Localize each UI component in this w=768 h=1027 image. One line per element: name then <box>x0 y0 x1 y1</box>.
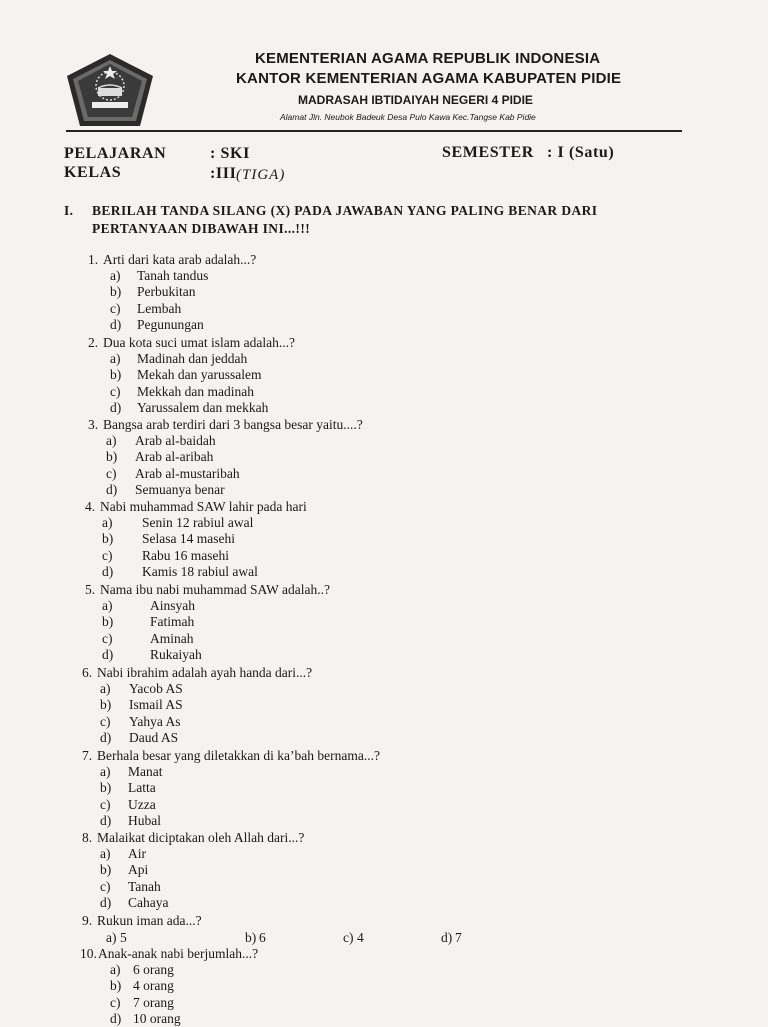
option-letter[interactable]: a) <box>106 930 117 945</box>
question-number: 9. <box>82 913 93 928</box>
option-text[interactable]: Ismail AS <box>129 697 183 713</box>
header-address: Alamat Jln. Neubok Badeuk Desa Pulo Kawa Kec.Tangse Kab Pidie <box>280 112 536 122</box>
option-letter[interactable]: c) <box>110 383 121 399</box>
option-letter[interactable]: c) <box>343 930 354 945</box>
option-text[interactable]: 6 orang <box>133 962 174 977</box>
option-text[interactable]: Rabu 16 masehi <box>142 547 229 563</box>
option-letter[interactable]: b) <box>110 978 122 994</box>
option-letter[interactable]: b) <box>100 697 112 713</box>
question-text: Dua kota suci umat islam adalah...? <box>103 335 295 350</box>
option-text[interactable]: Rukaiyah <box>150 647 202 663</box>
subject-label: PELAJARAN <box>64 145 167 162</box>
option-text[interactable]: Pegunungan <box>137 317 204 333</box>
question-text: Nabi muhammad SAW lahir pada hari <box>100 499 307 514</box>
instruction-line2: PERTANYAAN DIBAWAH INI...!!! <box>92 221 311 236</box>
option-text[interactable]: 4 orang <box>133 978 174 994</box>
option-text[interactable]: Daud AS <box>129 730 179 746</box>
question-number: 7. <box>82 748 93 763</box>
option-text[interactable]: Lembah <box>137 300 182 316</box>
class-value: :III <box>210 165 237 182</box>
option-letter[interactable]: d) <box>102 647 114 663</box>
header-title-line3: MADRASAH IBTIDAIYAH NEGERI 4 PIDIE <box>298 93 533 107</box>
option-text[interactable]: Madinah dan jeddah <box>137 351 248 366</box>
option-text[interactable]: Selasa 14 masehi <box>142 531 235 547</box>
option-text[interactable]: 7 orang <box>133 994 174 1010</box>
option-text[interactable]: 10 orang <box>133 1011 181 1027</box>
question-number: 6. <box>82 665 93 680</box>
option-letter[interactable]: a) <box>100 764 111 779</box>
question-number: 1. <box>88 252 99 267</box>
question-text: Bangsa arab terdiri dari 3 bangsa besar yaitu....? <box>103 417 363 432</box>
option-text[interactable]: Hubal <box>128 813 161 829</box>
option-letter[interactable]: a) <box>110 351 121 366</box>
option-letter[interactable]: d) <box>110 400 122 416</box>
option-letter[interactable]: b) <box>102 614 114 630</box>
option-letter[interactable]: a) <box>102 598 113 613</box>
option-letter[interactable]: b) <box>100 780 112 796</box>
option-text[interactable]: Uzza <box>128 796 156 812</box>
option-text[interactable]: Mekah dan yarussalem <box>137 367 262 383</box>
option-text[interactable]: 5 <box>120 930 127 945</box>
semester-value: : I (Satu) <box>547 144 615 161</box>
option-letter[interactable]: a) <box>110 268 121 283</box>
ministry-logo-icon <box>64 52 156 128</box>
option-text[interactable]: Arab al-aribah <box>135 449 214 465</box>
option-text[interactable]: Tanah <box>128 878 161 894</box>
option-text[interactable]: Perbukitan <box>137 284 196 300</box>
option-letter[interactable]: c) <box>106 465 117 481</box>
option-text[interactable]: Aminah <box>150 630 194 646</box>
option-letter[interactable]: b) <box>245 930 257 945</box>
option-letter[interactable]: d) <box>441 930 453 945</box>
option-letter[interactable]: a) <box>100 846 111 861</box>
question-number: 2. <box>88 335 99 350</box>
option-letter[interactable]: c) <box>100 713 111 729</box>
option-letter[interactable]: a) <box>100 681 111 696</box>
semester-label: SEMESTER <box>442 144 534 161</box>
option-text[interactable]: Yacob AS <box>129 681 183 696</box>
option-text[interactable]: Api <box>128 862 149 878</box>
option-text[interactable]: Arab al-mustaribah <box>135 465 240 481</box>
option-letter[interactable]: c) <box>110 300 121 316</box>
option-text[interactable]: Mekkah dan madinah <box>137 383 254 399</box>
option-text[interactable]: Yarussalem dan mekkah <box>137 400 269 416</box>
question-number: 10. <box>80 946 97 961</box>
option-text[interactable]: Arab al-baidah <box>135 433 216 448</box>
option-text[interactable]: 7 <box>455 930 462 945</box>
question-text: Arti dari kata arab adalah...? <box>103 252 257 267</box>
option-letter[interactable]: d) <box>102 564 114 580</box>
question-text: Malaikat diciptakan oleh Allah dari...? <box>97 830 305 845</box>
option-text[interactable]: Manat <box>128 764 163 779</box>
option-letter[interactable]: d) <box>106 482 118 498</box>
option-letter[interactable]: c) <box>100 796 111 812</box>
option-text[interactable]: Senin 12 rabiul awal <box>142 515 254 530</box>
option-letter[interactable]: d) <box>100 813 112 829</box>
option-text[interactable]: Ainsyah <box>150 598 195 613</box>
header-divider <box>66 130 682 132</box>
option-text[interactable]: Latta <box>128 780 156 796</box>
option-letter[interactable]: c) <box>110 994 121 1010</box>
question-number: 4. <box>85 499 96 514</box>
option-text[interactable]: Yahya As <box>129 713 181 729</box>
question-number: 8. <box>82 830 93 845</box>
option-letter[interactable]: b) <box>110 284 122 300</box>
question-text: Berhala besar yang diletakkan di ka’bah bernama...? <box>97 748 380 763</box>
question-number: 5. <box>85 582 96 597</box>
option-text[interactable]: Kamis 18 rabiul awal <box>142 564 258 580</box>
header-title-line2: KANTOR KEMENTERIAN AGAMA KABUPATEN PIDIE <box>236 70 622 87</box>
class-handwritten-note: (TIGA) <box>236 167 286 183</box>
header-title-line1: KEMENTERIAN AGAMA REPUBLIK INDONESIA <box>255 50 601 67</box>
subject-value: : SKI <box>210 145 250 162</box>
instruction-line1: BERILAH TANDA SILANG (X) PADA JAWABAN YANG PALING BENAR DARI <box>92 203 598 218</box>
option-letter[interactable]: b) <box>110 367 122 383</box>
question-text: Nama ibu nabi muhammad SAW adalah..? <box>100 582 330 597</box>
option-letter[interactable]: a) <box>102 515 113 530</box>
option-letter[interactable]: c) <box>100 878 111 894</box>
option-text[interactable]: Tanah tandus <box>137 268 209 283</box>
question-number: 3. <box>88 417 99 432</box>
question-text: Rukun iman ada...? <box>97 913 202 928</box>
option-letter[interactable]: d) <box>100 730 112 746</box>
question-text: Nabi ibrahim adalah ayah handa dari...? <box>97 665 313 680</box>
option-letter[interactable]: a) <box>106 433 117 448</box>
option-letter[interactable]: b) <box>100 862 112 878</box>
option-letter[interactable]: b) <box>106 449 118 465</box>
option-text[interactable]: Fatimah <box>150 614 195 630</box>
option-letter[interactable]: a) <box>110 962 121 977</box>
option-text[interactable]: 6 <box>259 930 266 945</box>
instruction-number: I. <box>64 203 74 218</box>
option-text[interactable]: Semuanya benar <box>135 482 225 498</box>
option-text[interactable]: 4 <box>357 930 364 945</box>
option-letter[interactable]: c) <box>102 547 113 563</box>
option-letter[interactable]: d) <box>110 1011 122 1027</box>
question-text: Anak-anak nabi berjumlah...? <box>98 946 259 961</box>
option-letter[interactable]: b) <box>102 531 114 547</box>
option-letter[interactable]: c) <box>102 630 113 646</box>
option-text[interactable]: Cahaya <box>128 895 169 911</box>
option-text[interactable]: Air <box>128 846 146 861</box>
option-letter[interactable]: d) <box>100 895 112 911</box>
class-label: KELAS <box>64 164 122 181</box>
option-letter[interactable]: d) <box>110 317 122 333</box>
